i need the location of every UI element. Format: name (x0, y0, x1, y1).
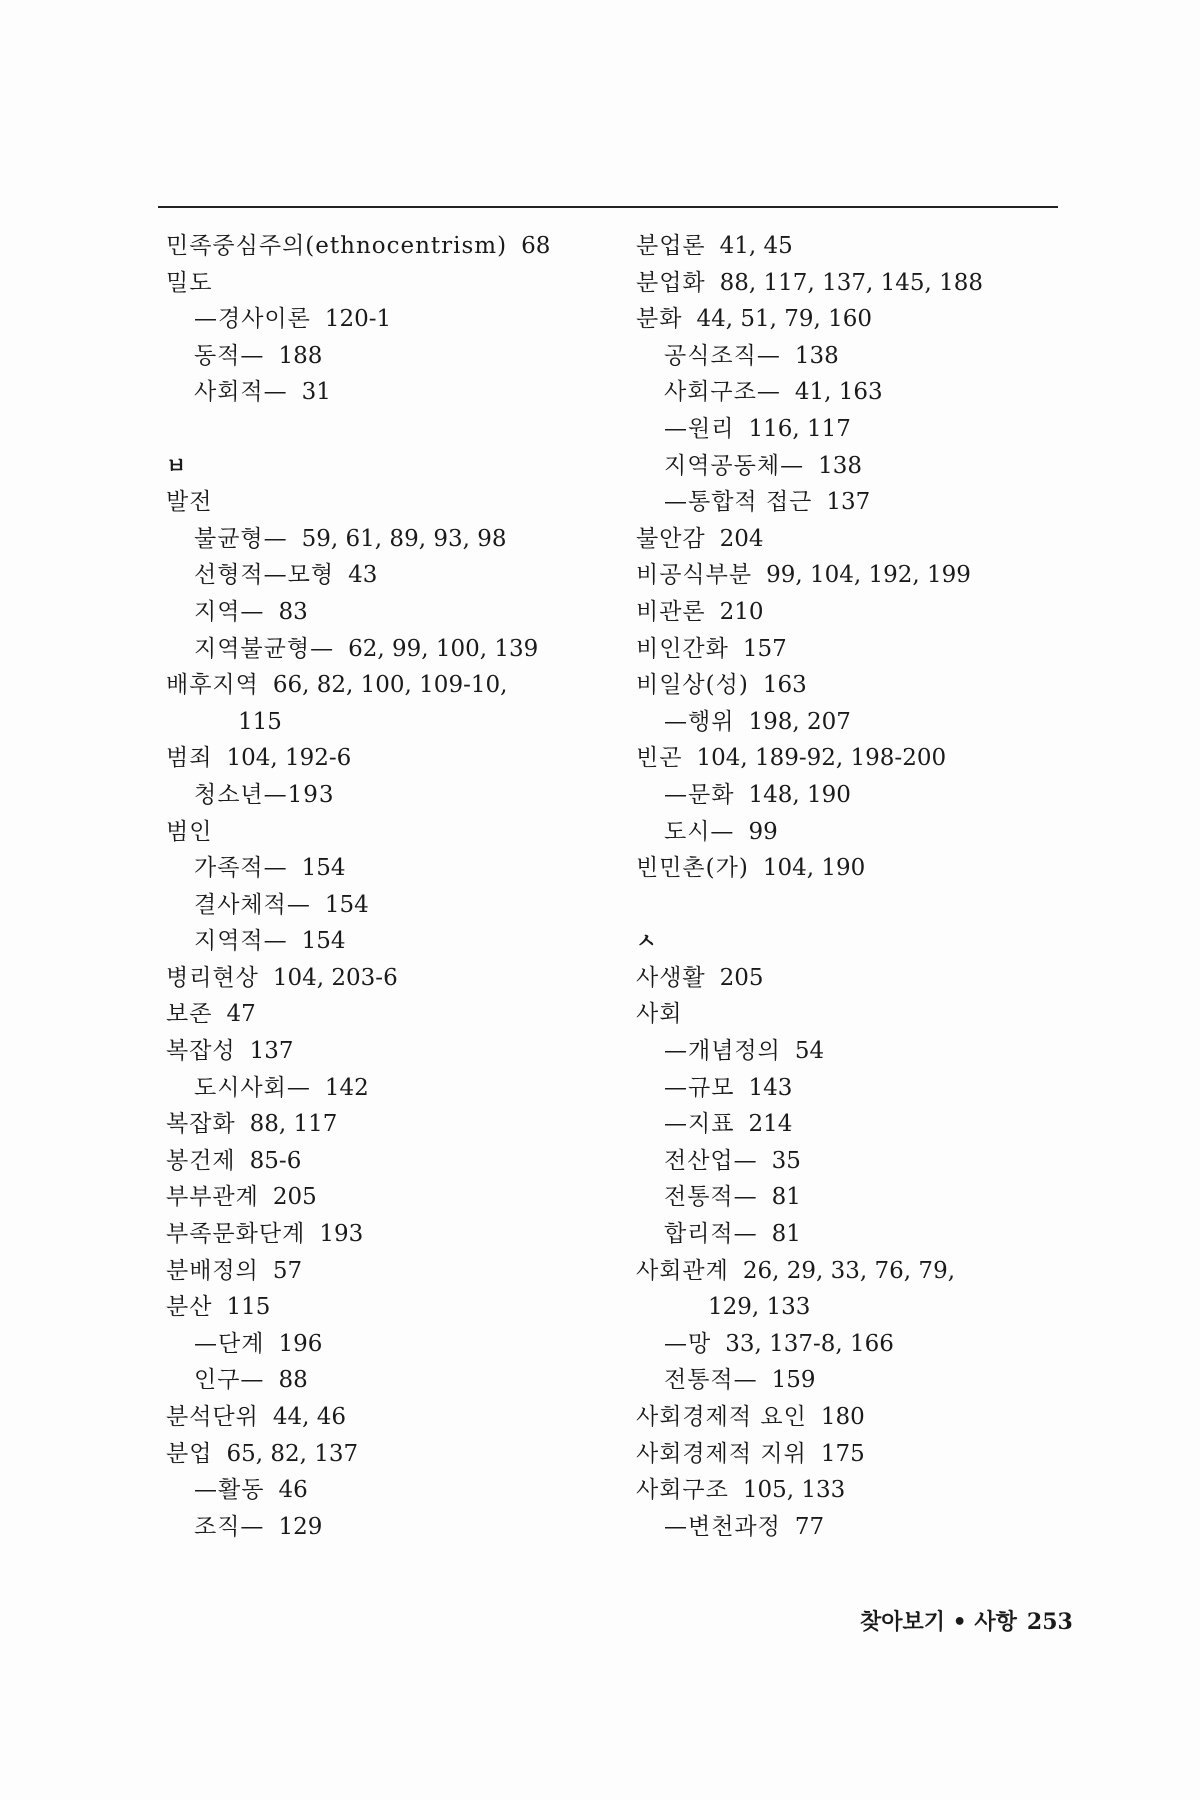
index-entry (636, 1289, 1076, 1326)
index-term: —지표 (664, 1111, 735, 1138)
index-entry (166, 521, 616, 558)
index-pages: 154 (301, 928, 346, 955)
index-pages: 115 (226, 1294, 271, 1321)
index-entry (636, 1436, 1076, 1473)
index-entry (636, 265, 1076, 302)
index-term: 가족적— (194, 855, 288, 882)
index-term: 분석단위 (166, 1404, 259, 1430)
index-entry (166, 850, 616, 887)
index-term: 분화 (636, 306, 683, 333)
index-term: 비관론 (636, 598, 706, 625)
index-term: 분배정의 (166, 1257, 259, 1284)
index-pages: 41, 45 (719, 233, 793, 259)
index-entry (166, 777, 616, 814)
index-entry (636, 338, 1076, 375)
index-term: —변천과정 (664, 1513, 781, 1540)
index-entry (636, 411, 1076, 448)
index-term: —규모 (664, 1074, 735, 1101)
index-entry (636, 960, 1076, 997)
index-entry (166, 1326, 616, 1363)
index-term: 분업 (166, 1440, 213, 1467)
index-term: —원리 (664, 415, 735, 442)
footer-label: 찾아보기 • 사항 (860, 1610, 1017, 1635)
index-entry (636, 228, 1076, 265)
index-term: 합리적— (664, 1221, 758, 1248)
index-term: 사회경제적 지위 (636, 1440, 807, 1467)
index-pages: 198, 207 (748, 708, 851, 735)
index-pages: 120-1 (324, 306, 392, 333)
index-entry (636, 1179, 1076, 1216)
index-pages: 62, 99, 100, 139 (348, 635, 539, 662)
index-term: 사생활 (636, 964, 706, 991)
index-pages: 66, 82, 100, 109-10, (272, 672, 508, 699)
index-term: —통합적 접근 (664, 489, 813, 516)
index-pages: 148, 190 (748, 781, 851, 808)
index-entry (166, 996, 616, 1033)
index-column-right (636, 228, 1076, 1545)
index-pages: 65, 82, 137 (226, 1440, 359, 1467)
index-entry (166, 704, 616, 741)
index-entry (166, 1143, 616, 1180)
index-pages: 188 (278, 342, 323, 369)
index-pages: 104, 192-6 (226, 745, 352, 772)
index-entry (636, 667, 1076, 704)
section-heading (636, 923, 1076, 960)
index-term: —경사이론 (194, 306, 311, 333)
index-term: 지역불균형— (194, 635, 335, 662)
index-pages: 210 (719, 598, 764, 625)
index-term: —행위 (664, 708, 735, 735)
index-term: 복잡성 (166, 1038, 236, 1065)
index-term: 빈곤 (636, 745, 683, 772)
index-entry (636, 1216, 1076, 1253)
index-entry (636, 1253, 1076, 1290)
index-term: 전산업— (664, 1147, 758, 1174)
index-term: 병리현상 (166, 964, 259, 991)
index-entry (166, 484, 616, 521)
index-entry (166, 1253, 616, 1290)
index-entry (636, 850, 1076, 887)
index-term: 지역공동체— (664, 452, 805, 479)
index-pages: 99 (748, 818, 778, 845)
index-term: 비인간화 (636, 635, 729, 662)
index-pages: 104, 203-6 (272, 964, 398, 991)
index-term: 부족문화단계 (166, 1221, 306, 1248)
index-term: 사회관계 (636, 1257, 729, 1284)
index-term: 부부관계 (166, 1184, 259, 1211)
index-pages: 142 (324, 1074, 369, 1101)
index-entry (166, 814, 616, 851)
index-term: 사회적— (194, 379, 288, 406)
index-pages: 54 (794, 1038, 825, 1065)
index-term: 배후지역 (166, 672, 259, 699)
index-entry (166, 887, 616, 924)
index-pages: 44, 51, 79, 160 (696, 306, 873, 333)
index-entry (636, 1070, 1076, 1107)
index-pages: 129 (278, 1513, 323, 1540)
index-entry (166, 667, 616, 704)
index-pages: 137 (826, 489, 871, 516)
index-entry (166, 1362, 616, 1399)
index-pages: 163 (762, 672, 807, 699)
page-number: 253 (1026, 1609, 1073, 1635)
index-term: 도시사회— (194, 1074, 311, 1101)
index-term: 전통적— (664, 1367, 758, 1394)
index-entry (166, 1289, 616, 1326)
index-entry (166, 1179, 616, 1216)
index-term: 빈민촌(가) (636, 855, 749, 882)
index-pages: 116, 117 (748, 415, 851, 442)
index-entry (166, 1436, 616, 1473)
index-term: 사회구조— (664, 379, 781, 406)
index-entry (636, 814, 1076, 851)
index-pages: 41, 163 (794, 379, 883, 406)
index-entry (166, 1070, 616, 1107)
index-pages: 159 (771, 1367, 816, 1394)
index-term: 불안감 (636, 525, 706, 552)
index-entry (636, 1106, 1076, 1143)
index-entry (166, 338, 616, 375)
index-entry (166, 557, 616, 594)
index-entry (636, 777, 1076, 814)
index-entry (636, 631, 1076, 668)
index-pages: 31 (301, 379, 331, 406)
index-pages: 88 (278, 1367, 308, 1394)
index-pages: 104, 189-92, 198-200 (696, 745, 947, 772)
index-pages: 105, 133 (742, 1477, 846, 1504)
index-entry (636, 594, 1076, 631)
index-entry (636, 1143, 1076, 1180)
index-pages: 81 (771, 1184, 801, 1211)
index-pages: 143 (748, 1074, 793, 1101)
index-entry (636, 301, 1076, 338)
index-pages: 99, 104, 192, 199 (766, 562, 971, 589)
index-entry (166, 1509, 616, 1546)
index-term: 동적— (194, 342, 265, 369)
index-entry (166, 631, 616, 668)
index-pages: 104, 190 (762, 855, 866, 882)
index-pages: 35 (771, 1147, 801, 1174)
index-entry (166, 1399, 616, 1436)
index-term: 분업론 (636, 233, 706, 259)
index-term: —망 (664, 1330, 712, 1357)
index-pages: 214 (748, 1111, 793, 1138)
index-pages: 154 (324, 891, 369, 918)
index-entry (166, 1106, 616, 1143)
index-pages: 154 (301, 855, 346, 882)
index-term: 분산 (166, 1294, 213, 1321)
index-pages: 88, 117 (249, 1111, 338, 1138)
index-entry (636, 374, 1076, 411)
index-pages: 193 (319, 1221, 364, 1248)
index-term: 선형적—모형 (194, 562, 335, 589)
index-pages: 47 (226, 1001, 256, 1028)
index-entry (636, 1399, 1076, 1436)
index-pages: 88, 117, 137, 145, 188 (719, 269, 984, 296)
index-term: 불균형— (194, 525, 288, 552)
index-term: —활동 (194, 1477, 265, 1504)
index-term: 조직— (194, 1513, 265, 1540)
index-entry (636, 887, 1076, 924)
index-term: 사회구조 (636, 1477, 729, 1504)
index-pages: 137 (249, 1038, 294, 1065)
index-entry (166, 1472, 616, 1509)
index-pages: 204 (719, 525, 764, 552)
index-entry (636, 740, 1076, 777)
index-term: ㅂ (166, 452, 188, 478)
index-entry (166, 1033, 616, 1070)
index-entry (166, 301, 616, 338)
index-pages: 205 (272, 1184, 317, 1211)
index-term: 지역— (194, 598, 265, 625)
index-term: 공식조직— (664, 342, 781, 369)
index-term: 결사체적— (194, 891, 311, 918)
index-term: 도시— (664, 818, 735, 845)
index-term: 봉건제 (166, 1147, 236, 1174)
index-entry (166, 411, 616, 448)
index-term: ㅅ (636, 928, 658, 954)
index-pages: 43 (348, 562, 378, 589)
index-pages: 77 (794, 1513, 825, 1540)
index-column-left (166, 228, 616, 1545)
index-entry (166, 594, 616, 631)
index-term: —단계 (194, 1330, 265, 1357)
index-pages: 157 (742, 635, 787, 662)
index-pages: 57 (272, 1257, 303, 1284)
index-entry (166, 960, 616, 997)
index-entry (636, 521, 1076, 558)
index-term: 비일상(성) (636, 672, 749, 699)
index-pages: 44, 46 (272, 1404, 347, 1430)
index-term: 밀도 (166, 269, 213, 296)
index-entry (636, 557, 1076, 594)
index-term: 비공식부분 (636, 562, 753, 589)
index-entry (636, 996, 1076, 1033)
index-term: 분업화 (636, 269, 706, 296)
index-term: 전통적— (664, 1184, 758, 1211)
index-pages: 115 (238, 708, 282, 735)
index-entry (166, 228, 616, 265)
index-entry (166, 923, 616, 960)
index-entry (636, 1362, 1076, 1399)
index-entry (166, 265, 616, 302)
index-entry (166, 1216, 616, 1253)
index-term: 발전 (166, 489, 213, 516)
index-pages: 81 (771, 1221, 801, 1248)
index-pages: 129, 133 (708, 1294, 811, 1321)
index-pages: 26, 29, 33, 76, 79, (742, 1257, 956, 1284)
index-entry (636, 704, 1076, 741)
section-heading (166, 448, 616, 485)
index-term: 범죄 (166, 745, 213, 772)
index-pages: 205 (719, 964, 764, 991)
index-term: —문화 (664, 781, 735, 808)
index-pages: 46 (278, 1477, 308, 1504)
top-rule (158, 206, 1058, 208)
index-entry (636, 448, 1076, 485)
index-term: —개념정의 (664, 1038, 781, 1065)
index-entry (636, 1033, 1076, 1070)
index-term: 인구— (194, 1367, 265, 1394)
index-pages: 33, 137-8, 166 (725, 1330, 894, 1357)
index-term: 민족중심주의(ethnocentrism) (166, 233, 508, 259)
index-entry (166, 740, 616, 777)
index-pages: 196 (278, 1330, 323, 1357)
index-entry (636, 1326, 1076, 1363)
index-entry (166, 374, 616, 411)
index-pages: 59, 61, 89, 93, 98 (301, 525, 507, 552)
index-term: 지역적— (194, 928, 288, 955)
index-pages: 175 (820, 1440, 865, 1467)
index-term: 청소년—193 (194, 781, 335, 808)
index-pages: 138 (818, 452, 862, 479)
index-term: 범인 (166, 818, 213, 845)
index-pages: 180 (820, 1404, 865, 1430)
index-term: 사회 (636, 1001, 683, 1028)
index-pages: 68 (521, 233, 551, 259)
index-pages: 83 (278, 598, 308, 625)
index-term: 복잡화 (166, 1111, 236, 1138)
index-term: 보존 (166, 1001, 213, 1028)
index-term: 사회경제적 요인 (636, 1404, 807, 1430)
page-footer (860, 1605, 1073, 1636)
index-entry (636, 484, 1076, 521)
index-pages: 85-6 (249, 1147, 302, 1174)
index-entry (636, 1472, 1076, 1509)
index-pages: 138 (794, 342, 839, 369)
index-entry (636, 1509, 1076, 1546)
